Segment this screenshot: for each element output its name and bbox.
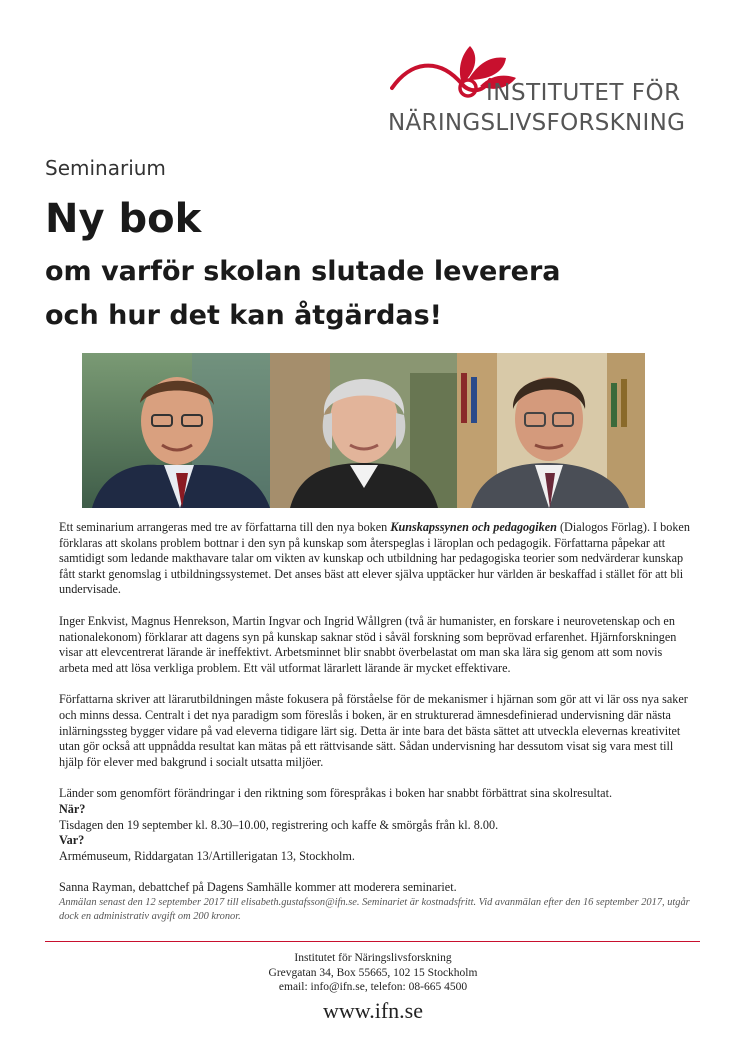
logo-line-2: NÄRINGSLIVSFORSKNING — [388, 110, 686, 136]
seminar-description — [59, 520, 693, 940]
portrait-author-3 — [457, 353, 645, 508]
portrait-author-2 — [270, 353, 458, 508]
paragraph-authors: Inger Enkvist, Magnus Henrekson, Martin Ingvar och Ingrid Wållgren (två är humanister, en forskare i neurovetenskap och en nationalekonom) förklarar att dagens syn på kunskap saknar stöd i såväl forskning som beprövad erfarenhet. Hjärnforskningen visar att elevcentrerat lärande är ineffektivt. Arbetsminnet blir snabbt överbelastat om man ska lära sig genom att som novis arbeta med att lösa verkliga problem. Ett väl utformat lärarlett lärande är mycket effektivare. — [59, 613, 677, 675]
registration-note: Anmälan senast den 12 september 2017 till elisabeth.gustafsson@ifn.se. Seminariet är kostnadsfritt. Vid avanmälan efter den 16 september 2017, utgår dock en administrativ avgift om 200 kronor. — [59, 896, 690, 922]
paragraph-teacher-education: Författarna skriver att lärarutbildningen måste fokusera på förståelse för de mekanismer i hjärnan som gör att vi lär oss nya saker och minns dessa. Centralt i det nya paradigm som föreslås i boken, är en strukturerad ämnesdefinierad undervisning där nästa inlärningssteg bygger vidare på vad eleverna tidigare lärt sig. Detta är inte bara det bästa sättet att utveckla elevernas kreativitet utan gör också att uppnådda resultat kan mätas på ett rättvisande sätt. Sådan undervisning har dessutom visat sig vara mest till hjälp för elever med bakgrund i socialt utsatta miljöer. — [59, 692, 688, 769]
paragraph-intro — [59, 520, 693, 598]
ifn-logo — [388, 40, 688, 140]
author-photos — [82, 353, 645, 508]
intro-text-end: (Dialogos Förlag). I boken förklaras att skolans problem bottnar i den syn på kunskap som återspeglas i läroplan och pedagogik. Författarna påpekar att samtidigt som ledande makthavare talar om vikten av kunskap och utbildning har pedagogiska teorier som nedvärderar kunskap fått starkt genomslag i utbildningssystemet. Det anses bäst att elever själva upptäcker hur världen är beskaffad i stället för att bli undervisade. — [59, 520, 690, 597]
logo-line-1: INSTITUTET FÖR — [486, 80, 681, 106]
where-text: Armémuseum, Riddargatan 13/Artillerigatan 13, Stockholm. — [59, 848, 355, 863]
when-label: När? — [59, 801, 86, 816]
subtitle-line-2: och hur det kan åtgärdas! — [45, 300, 442, 331]
where-label: Var? — [59, 833, 85, 848]
paragraph-results: Länder som genomfört förändringar i den riktning som förespråkas i boken har snabbt förbättrat sina skolresultat. — [59, 786, 613, 801]
footer-address: Grevgatan 34, Box 55665, 102 15 Stockholm — [268, 966, 478, 979]
when-label-line — [59, 802, 693, 818]
intro-text-start: Ett seminarium arrangeras med tre av författarna till den nya boken — [59, 520, 391, 534]
portrait-author-1 — [82, 353, 270, 508]
book-title: Kunskapssynen och pedagogiken — [390, 520, 557, 534]
moderator-text: Sanna Rayman, debattchef på Dagens Samhälle kommer att moderera seminariet. — [59, 880, 457, 895]
when-text: Tisdagen den 19 september kl. 8.30–10.00, registrering och kaffe & smörgås från kl. 8.00. — [59, 817, 499, 832]
footer-contact: email: info@ifn.se, telefon: 08-665 4500 — [278, 981, 468, 993]
event-type: Seminarium — [45, 156, 166, 180]
footer — [0, 951, 746, 995]
page-title: Ny bok — [45, 196, 202, 242]
subtitle-line-1: om varför skolan slutade leverera — [45, 256, 561, 287]
website-link[interactable]: www.ifn.se — [323, 998, 423, 1023]
where-label-line — [59, 833, 693, 849]
footer-org: Institutet för Näringslivsforskning — [294, 952, 452, 964]
footer-divider — [45, 941, 700, 942]
